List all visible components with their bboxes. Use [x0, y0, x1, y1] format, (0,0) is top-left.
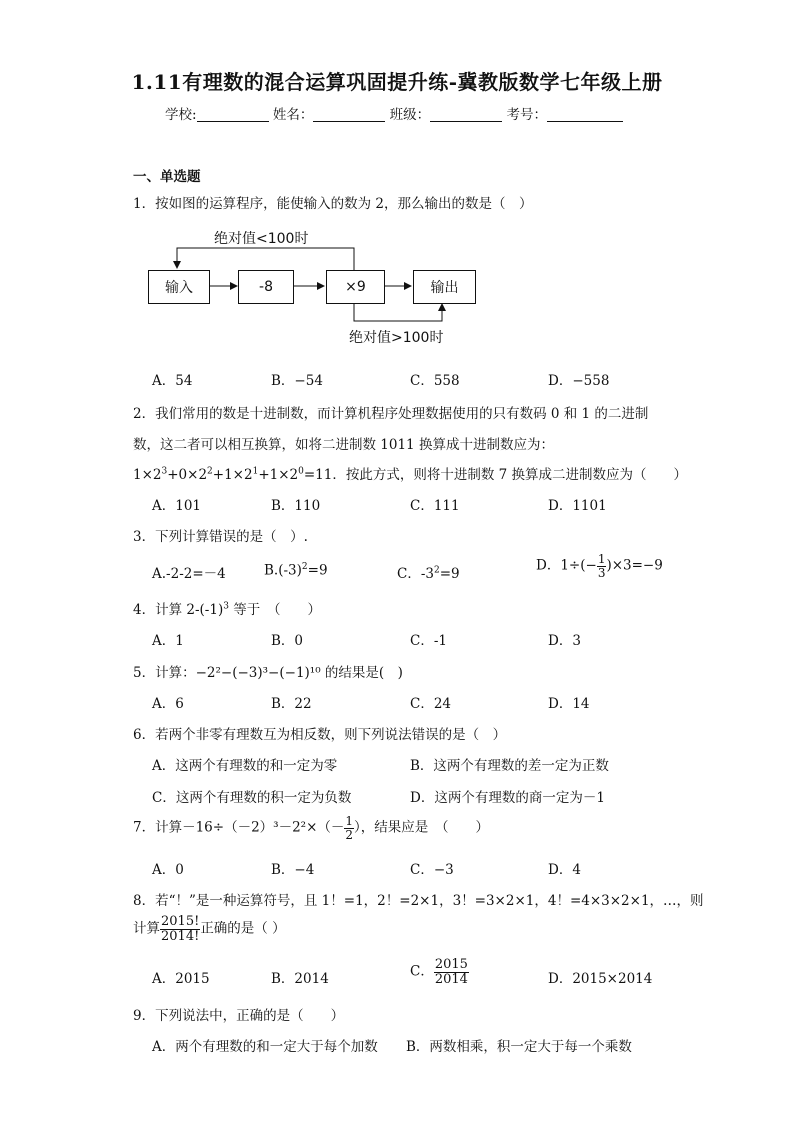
- name-blank[interactable]: [313, 107, 385, 122]
- q5-option-a[interactable]: A．6: [152, 696, 184, 712]
- q1-option-c[interactable]: C．558: [410, 373, 460, 389]
- q8-option-a[interactable]: A．2015: [152, 971, 210, 987]
- q4-option-a[interactable]: A．1: [152, 633, 184, 649]
- q8-line1: 8．若“！”是一种运算符号，且 1！=1，2！=2×1，3！=3×2×1，4！=4×3×2×1，…，则: [133, 893, 704, 909]
- loop-back-arrow: [177, 248, 354, 270]
- q1-stem: 1．按如图的运算程序，能使输入的数为 2，那么输出的数是（ ）: [133, 196, 533, 212]
- q5-option-b[interactable]: B．22: [271, 696, 312, 712]
- q7-option-c[interactable]: C．−3: [410, 862, 454, 878]
- q7-stem: 7．计算－16÷（－2）³－2²×（－ $\frac{1}{2}$ ），结果应是 （ ）: [133, 814, 490, 842]
- class-blank[interactable]: [430, 107, 502, 122]
- q3-stem: 3．下列计算错误的是（ ）.: [133, 529, 308, 545]
- exam-no-label: 考号：: [506, 107, 547, 123]
- q2-line3-tail: =11．按此方式，则将十进制数 7 换算成二进制数应为（ ）: [303, 467, 688, 483]
- section-heading: 一、单选题: [133, 169, 201, 185]
- q9-stem: 9．下列说法中，正确的是（ ）: [133, 1008, 345, 1024]
- flow-bottom-label: 绝对值>100时: [349, 330, 444, 346]
- q8-line2: 计算 $\frac{2015!}{2014!}$ 正确的是（ ）: [133, 914, 286, 944]
- q4-option-c[interactable]: C．-1: [410, 633, 447, 649]
- class-label: 班级：: [389, 107, 431, 123]
- name-label: 姓名：: [272, 107, 314, 123]
- flow-output-box: 输出: [413, 270, 476, 304]
- q7-option-b[interactable]: B．−4: [271, 862, 315, 878]
- student-info-line: [165, 103, 623, 123]
- q2-option-b[interactable]: B．110: [271, 498, 321, 514]
- q1-option-a[interactable]: A．54: [152, 373, 193, 389]
- q2-line3: $1\times 2^3+0\times 2^2+1\times 2^1+1\times 2^0=11$．按此方式，则将十进制数 7 换算成二进制数应为（ ）: [133, 466, 688, 483]
- q6-option-d[interactable]: D．这两个有理数的商一定为－1: [410, 790, 605, 806]
- flow-input-box: 输入: [148, 270, 210, 304]
- q7-option-d[interactable]: D．4: [548, 862, 581, 878]
- q4-option-d[interactable]: D．3: [548, 633, 581, 649]
- q3-option-b[interactable]: $B.(-3)^2=9$: [264, 562, 328, 579]
- q6-option-b[interactable]: B．这两个有理数的差一定为正数: [410, 758, 609, 774]
- q8-option-b[interactable]: B．2014: [271, 971, 329, 987]
- q2-line1: 2．我们常用的数是十进制数，而计算机程序处理数据使用的只有数码 0 和 1 的二进制: [133, 406, 649, 422]
- q5-option-d[interactable]: D．14: [548, 696, 590, 712]
- school-blank[interactable]: [197, 107, 269, 122]
- q9-option-a[interactable]: A．两个有理数的和一定大于每个加数: [152, 1039, 378, 1055]
- q7-fraction: $\frac{1}{2}$: [345, 814, 354, 842]
- q8-option-c[interactable]: C． $\frac{2015}{2014}$: [410, 957, 468, 987]
- q2-option-c[interactable]: C．111: [410, 498, 460, 514]
- output-arrow: [354, 302, 442, 321]
- q8-fraction: $\frac{2015!}{2014!}$: [161, 914, 200, 944]
- q3-option-d[interactable]: D．1÷(− $\frac{1}{3}$ )×3=−9: [536, 552, 663, 580]
- school-label: 学校:: [165, 107, 197, 123]
- flow-minus8-box: -8: [238, 270, 294, 304]
- q1-option-b[interactable]: B．−54: [271, 373, 323, 389]
- q4-option-b[interactable]: B．0: [271, 633, 304, 649]
- q5-stem: 5．计算：−2²−(−3)³−(−1)¹⁰ 的结果是( ): [133, 665, 403, 681]
- exam-no-blank[interactable]: [547, 107, 623, 122]
- q8-c-fraction: $\frac{2015}{2014}$: [434, 957, 468, 987]
- q3-option-a[interactable]: A.-2-2=－4: [152, 566, 226, 582]
- q8-option-d[interactable]: D．2015×2014: [548, 971, 653, 987]
- q2-option-d[interactable]: D．1101: [548, 498, 607, 514]
- q6-option-a[interactable]: A．这两个有理数的和一定为零: [152, 758, 338, 774]
- q5-option-c[interactable]: C．24: [410, 696, 452, 712]
- flow-times9-box: ×9: [326, 270, 385, 304]
- page-title: 1.11有理数的混合运算巩固提升练-冀教版数学七年级上册: [131, 70, 663, 94]
- q3-d-fraction: $\frac{1}{3}$: [597, 552, 606, 580]
- q7-option-a[interactable]: A．0: [152, 862, 184, 878]
- q3-option-c[interactable]: C．$-3^2=9$: [397, 565, 460, 582]
- q1-option-d[interactable]: D．−558: [548, 373, 610, 389]
- q9-option-b[interactable]: B．两数相乘，积一定大于每一个乘数: [406, 1039, 632, 1055]
- q6-stem: 6．若两个非零有理数互为相反数，则下列说法错误的是（ ）: [133, 727, 507, 743]
- flow-top-label: 绝对值<100时: [214, 231, 309, 247]
- q4-stem: 4．计算 $2-(-1)^3$ 等于 （ ）: [133, 601, 321, 618]
- q2-line2: 数，这二者可以相互换算，如将二进制数 1011 换算成十进制数应为：: [133, 437, 554, 453]
- q2-option-a[interactable]: A．101: [152, 498, 202, 514]
- q6-option-c[interactable]: C．这两个有理数的积一定为负数: [152, 790, 352, 806]
